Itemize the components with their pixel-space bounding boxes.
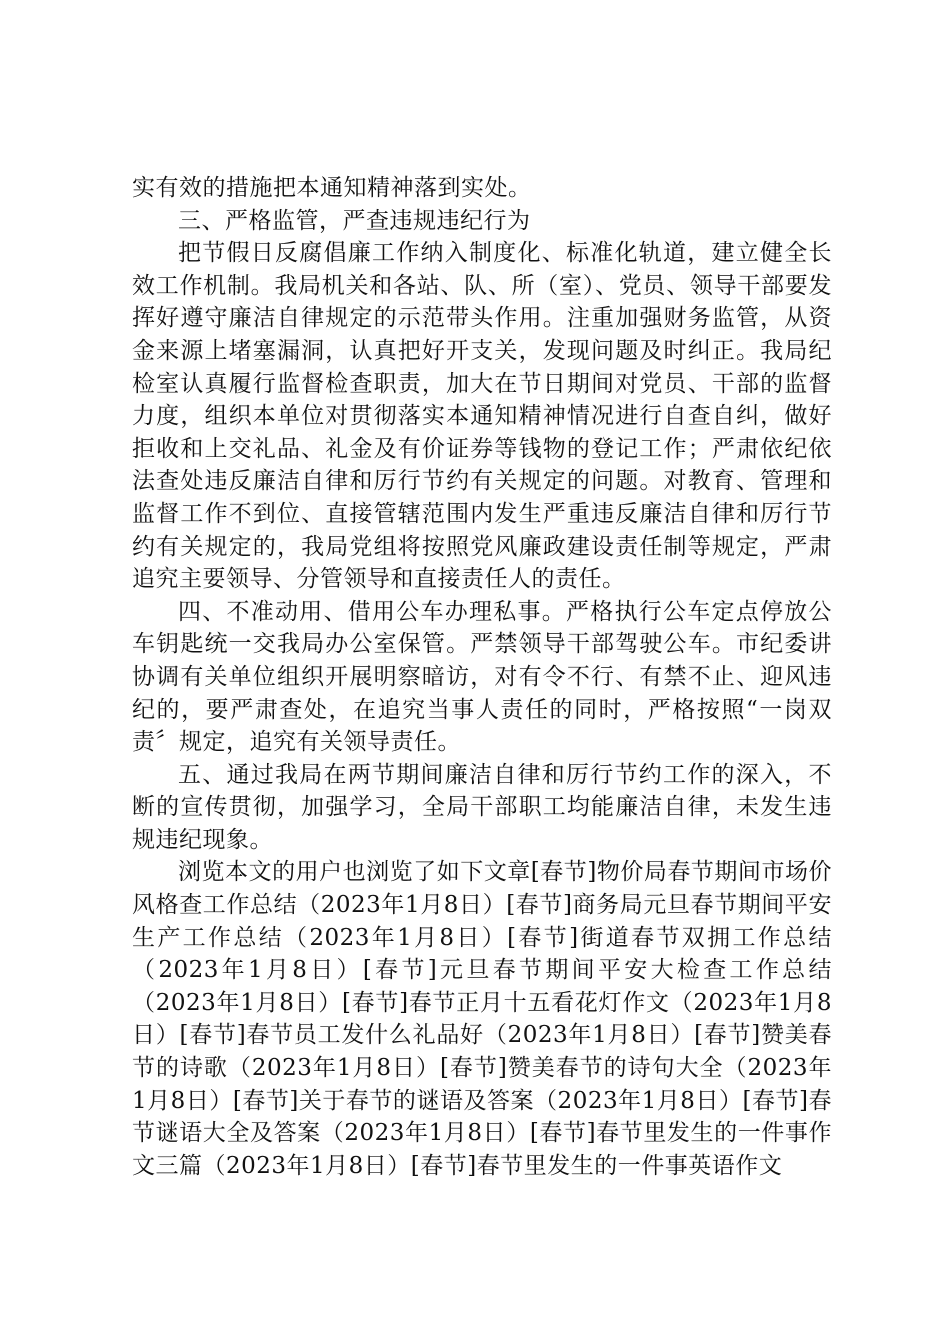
paragraph-supervision: 把节假日反腐倡廉工作纳入制度化、标准化轨道，建立健全长效工作机制。我局机关和各站、队、所（室）、党员、领导干部要发挥好遵守廉洁自律规定的示范带头作用。注重加强财务监管，从资金来源上堵塞漏洞，认真把好开支关，发现问题及时纠正。我局纪检室认真履行监督检查职责，加大在节日期间对党员、干部的监督力度，组织本单位对贯彻落实本通知精神情况进行自查自纠，做好拒收和上交礼品、礼金及有价证券等钱物的登记工作；严肃依纪依法查处违反廉洁自律和厉行节约有关规定的问题。对教育、管理和监督工作不到位、直接管辖范围内发生严重违反廉洁自律和厉行节约有关规定的，我局党组将按照党风廉政建设责任制等规定，严肃追究主要领导、分管领导和直接责任人的责任。: [132, 240, 832, 593]
document-body: [132, 172, 832, 1182]
section-four-vehicles: 四、不准动用、借用公车办理私事。严格执行公车定点停放公车钥匙统一交我局办公室保管。严禁领导干部驾驶公车。市纪委讲协调有关单位组织开展明察暗访，对有令不行、有禁不止、迎风违纪的，要严肃查处，在追究当事人责任的同时，严格按照“一岗双责〞规定，追究有关领导责任。: [132, 598, 832, 756]
paragraph-continuation: 实有效的措施把本通知精神落到实处。: [132, 175, 532, 201]
section-heading-three: 三、严格监管，严查违规违纪行为: [178, 207, 531, 234]
related-articles: 浏览本文的用户也浏览了如下文章[春节]物价局春节期间市场价风格查工作总结（2023年1月8日）[春节]商务局元旦春节期间平安生产工作总结（2023年1月8日）[春节]街道春节双拥工作总结（2023年1月8日）[春节]元旦春节期间平安大检查工作总结（2023年1月8日）[春节]春节正月十五看花灯作文（2023年1月8日）[春节]春节员工发什么礼品好（2023年1月8日）[春节]赞美春节的诗歌（2023年1月8日）[春节]赞美春节的诗句大全（2023年1月8日）[春节]关于春节的谜语及答案（2023年1月8日）[春节]春节谜语大全及答案（2023年1月8日）[春节]春节里发生的一件事作文三篇（2023年1月8日）[春节]春节里发生的一件事英语作文: [132, 859, 832, 1179]
section-five-summary: 五、通过我局在两节期间廉洁自律和厉行节约工作的深入，不断的宣传贯彻，加强学习，全局干部职工均能廉洁自律，未发生违规违纪现象。: [132, 761, 832, 853]
